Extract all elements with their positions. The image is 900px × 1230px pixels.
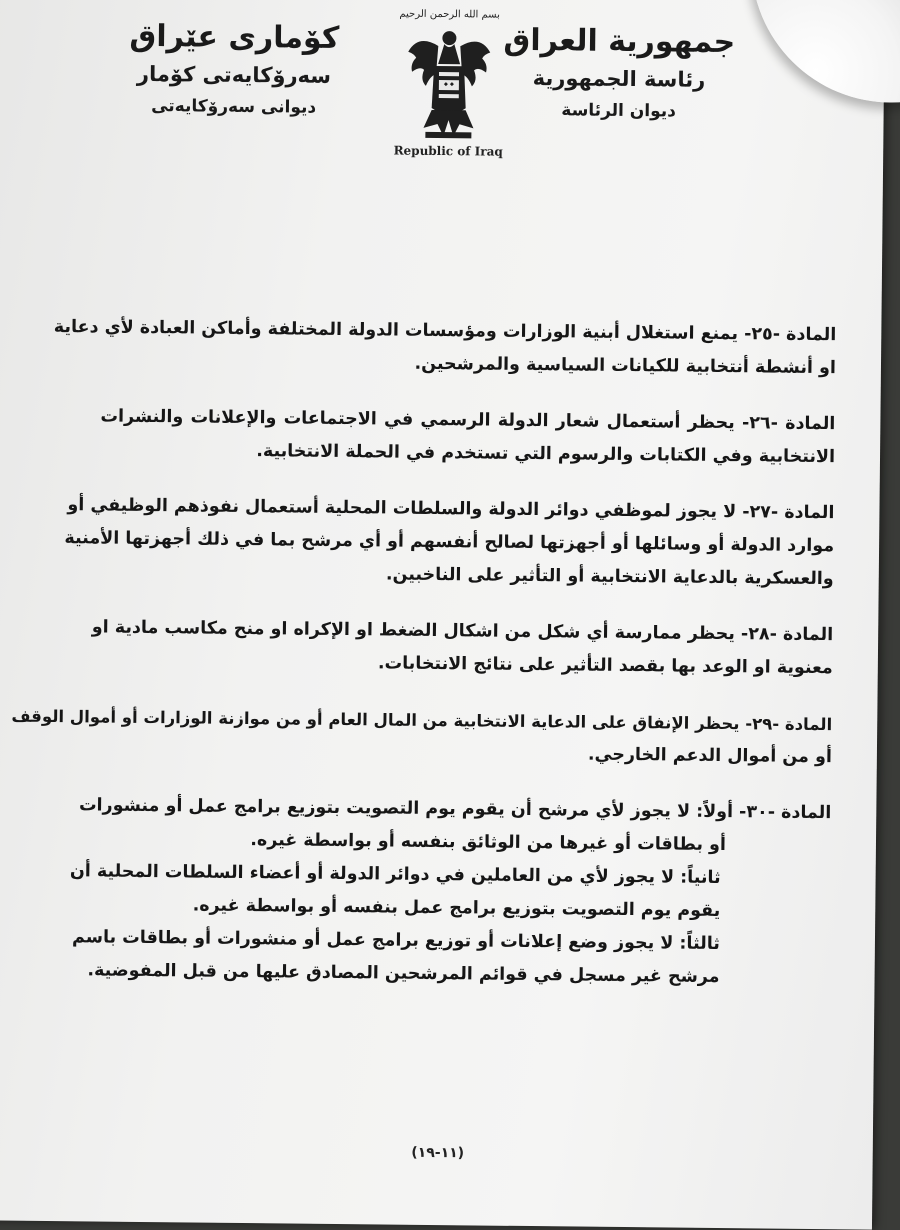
article-clause-line: يقوم يوم التصويت بتوزيع برامج عمل بنفسه أو بواسطة غيره. bbox=[192, 895, 721, 922]
header-office-ku: دیوانی سەرۆکایەتی bbox=[151, 96, 317, 118]
article-line: معنوية او الوعد بها بقصد التأثير على نتائج الانتخابات. bbox=[377, 653, 833, 679]
article-clause-line: أو بطاقات أو غيرها من الوثائق بنفسه أو بواسطة غيره. bbox=[250, 830, 727, 856]
header-country-ar: جمهورية العراق bbox=[503, 22, 736, 61]
header-office-ar: ديوان الرئاسة bbox=[561, 100, 677, 122]
law-articles bbox=[11, 311, 837, 995]
article-line: أو من أموال الدعم الخارجي. bbox=[587, 744, 832, 768]
page-reference: (١١-١٩) bbox=[411, 1144, 465, 1162]
article-line: الانتخابية وفي الكتابات والرسوم التي تستخدم في الحملة الانتخابية. bbox=[256, 441, 836, 468]
article-28 bbox=[91, 611, 834, 685]
article-line: المادة -٢٦- يحظر أستعمال شعار الدولة الرسمي في الاجتماعات والإعلانات والنشرات bbox=[100, 406, 836, 435]
basmala: بسم الله الرحمن الرحيم bbox=[399, 8, 500, 21]
article-line: والعسكرية بالدعاية الانتخابية أو التأثير على الناخبين. bbox=[385, 564, 834, 590]
article-clause-line: مرشح غير مسجل في قوائم المرشحين المصادق عليها من قبل المفوضية. bbox=[87, 960, 720, 988]
header-kurdish bbox=[94, 16, 375, 123]
article-clause-line: ثانياً: لا يجوز لأي من العاملين في دوائر الدولة أو أعضاء السلطات المحلية أن bbox=[69, 861, 721, 889]
article-26 bbox=[100, 400, 836, 474]
article-clause-line: ثالثاً: لا يجوز وضع إعلانات أو توزيع برامج عمل أو منشورات أو بطاقات باسم bbox=[71, 927, 721, 955]
page-curl bbox=[750, 0, 900, 127]
article-line: المادة -٢٨- يحظر ممارسة أي شكل من اشكال الضغط او الإكراه او منح مكاسب مادية او bbox=[91, 617, 834, 646]
article-line: موارد الدولة أو وسائلها أو أجهزتها لصالح أنفسهم أو أي مرشح بما في ذلك أجهزتها الأمنية bbox=[64, 528, 835, 557]
article-25 bbox=[53, 311, 837, 385]
article-29 bbox=[11, 700, 833, 774]
article-line: او أنشطة أنتخابية للكيانات السياسية والمرشحين. bbox=[414, 353, 837, 379]
article-line: المادة -٢٧- لا يجوز لموظفي دوائر الدولة والسلطات المحلية أستعمال نفوذهم الوظيفي أو bbox=[67, 495, 835, 524]
header-presidency-ku: سەرۆکایەتی کۆمار bbox=[136, 61, 332, 88]
article-line: المادة -٣٠- أولاً: لا يجوز لأي مرشح أن يقوم يوم التصويت بتوزيع برامج عمل أو منشورات bbox=[78, 795, 832, 824]
article-line: المادة -٢٥- يمنع استغلال أبنية الوزارات ومؤسسات الدولة المختلفة وأماكن العبادة لأي دعاية bbox=[53, 317, 837, 346]
republic-of-iraq-label: Republic of Iraq bbox=[393, 143, 503, 159]
article-27 bbox=[64, 489, 835, 596]
header-country-ku: كۆماری عێراق bbox=[129, 18, 340, 56]
header-arabic bbox=[488, 21, 749, 128]
article-line: المادة -٢٩- يحظر الإنفاق على الدعاية الانتخابية من المال العام أو من موازنة الوزارات أو أموال الوقف bbox=[11, 706, 833, 735]
header-presidency-ar: رئاسة الجمهورية bbox=[532, 66, 706, 92]
article-30 bbox=[69, 789, 832, 995]
header-emblem-block bbox=[383, 7, 515, 158]
iraq-eagle-emblem-icon bbox=[403, 24, 494, 145]
